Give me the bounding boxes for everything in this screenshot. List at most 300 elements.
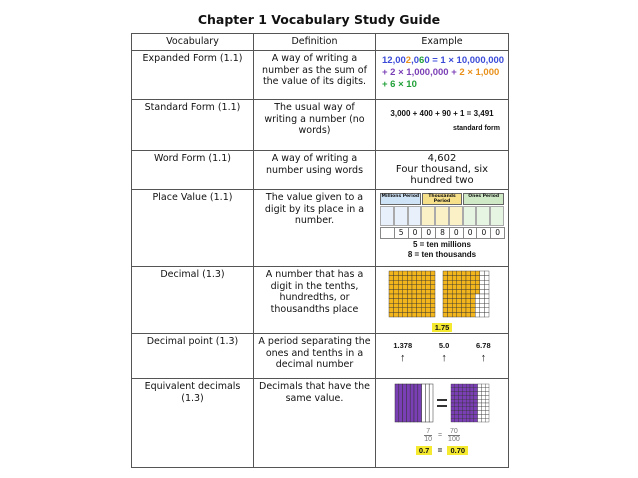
hundredths-cell — [451, 403, 455, 407]
grid-cell — [426, 303, 431, 308]
hundredths-cell — [474, 395, 478, 399]
expanded-form-example: 12,002,060 = 1 × 10,000,000 + 2 × 1,000,000 + 2 × 1,000 + 6 × 10 — [382, 55, 505, 90]
hundredths-cell — [470, 395, 474, 399]
grid-cell — [394, 294, 399, 299]
hundredths-grids — [383, 270, 501, 318]
hundredths-cell — [451, 411, 455, 415]
hundredths-cell — [459, 388, 463, 392]
hundredths-cell — [470, 392, 474, 396]
grid-cell — [443, 276, 448, 281]
grid-cell — [403, 312, 408, 317]
table-row — [132, 379, 509, 468]
hundredths-cell — [481, 407, 485, 411]
grid-cell — [394, 280, 399, 285]
place-value-note-2: 8 = ten thousands — [407, 250, 477, 259]
hundredths-cell — [481, 384, 485, 388]
grid-cell — [398, 289, 403, 294]
grid-cell — [466, 280, 471, 285]
grid-cell — [443, 285, 448, 290]
hundredths-cell — [478, 399, 482, 403]
table-row — [132, 100, 509, 151]
term-cell — [132, 190, 254, 267]
decimal-value: 0.70 — [447, 446, 468, 455]
grid-cell — [480, 276, 485, 281]
grid-cell — [407, 299, 412, 304]
grid-cell — [480, 285, 485, 290]
grid-cell — [457, 289, 462, 294]
grid-cell — [461, 294, 466, 299]
definition-cell — [254, 100, 376, 151]
grid-cell — [389, 308, 394, 313]
grid-cell — [457, 280, 462, 285]
grid-cell — [471, 271, 476, 276]
grid-cell — [475, 276, 480, 281]
grid-cell — [403, 276, 408, 281]
grid-cell — [461, 312, 466, 317]
hundredths-cell — [459, 407, 463, 411]
grid-cell — [457, 276, 462, 281]
grid-cell — [452, 271, 457, 276]
grid-cell — [466, 312, 471, 317]
place-digits — [380, 227, 504, 239]
header-row — [132, 34, 509, 51]
hundredths-cell — [455, 403, 459, 407]
grid-cell — [421, 308, 426, 313]
grid-cell — [426, 294, 431, 299]
hundredths-cell — [451, 399, 455, 403]
hundredths-cell — [462, 392, 466, 396]
grid-cell — [421, 312, 426, 317]
hundredths-cell — [485, 407, 489, 411]
definition: A way of writing a number as the sum of the value of its digits. — [262, 53, 367, 87]
hundredths-cell — [459, 392, 463, 396]
hundredths-cell — [485, 395, 489, 399]
up-arrow-icon: ↑ — [400, 351, 406, 364]
grid-cell — [412, 299, 417, 304]
grid-cell — [421, 294, 426, 299]
place-value-chart — [376, 190, 508, 262]
grid-cell — [389, 294, 394, 299]
grid-cell — [484, 303, 489, 308]
grid-cell — [448, 303, 453, 308]
grid-cell — [417, 285, 422, 290]
grid-cell — [421, 303, 426, 308]
word-form-example — [376, 151, 508, 188]
decimal-point-example — [376, 334, 508, 364]
hundredths-cell — [470, 411, 474, 415]
tenths-cell — [395, 384, 399, 422]
hundredths-cell — [466, 395, 470, 399]
grid-cell — [461, 299, 466, 304]
hundredths-cell — [455, 388, 459, 392]
grid-cell — [475, 289, 480, 294]
digit: 0 — [408, 227, 423, 239]
hundredths-cell — [481, 388, 485, 392]
hundredths-cell — [462, 414, 466, 418]
grid-cell — [389, 312, 394, 317]
equals-sign-bar — [437, 399, 447, 401]
digit: 0 — [490, 227, 505, 239]
grid-cell — [480, 294, 485, 299]
grid-cell — [389, 271, 394, 276]
grid-cell — [484, 276, 489, 281]
digit: 5 — [394, 227, 409, 239]
grid-cell — [452, 308, 457, 313]
grid-cell — [394, 271, 399, 276]
grid-cell — [471, 312, 476, 317]
hundredths-cell — [459, 395, 463, 399]
grid-cell — [466, 303, 471, 308]
grid-cell — [403, 294, 408, 299]
grid-cell — [443, 312, 448, 317]
hundredths-cell — [485, 384, 489, 388]
grid-cell — [475, 303, 480, 308]
grid-cell — [407, 303, 412, 308]
grid-cell — [407, 271, 412, 276]
grid-cell — [394, 285, 399, 290]
hundredths-cell — [485, 411, 489, 415]
grid-cell — [430, 294, 435, 299]
header-vocabulary: Vocabulary — [132, 34, 254, 51]
tenths-cell — [410, 384, 414, 422]
grid-cell — [398, 312, 403, 317]
grid-cell — [471, 289, 476, 294]
definition: A way of writing a number using words — [265, 153, 364, 176]
equivalent-example — [376, 379, 508, 456]
table-row — [132, 334, 509, 379]
word-words: Four thousand, six hundred two — [395, 164, 489, 186]
grid-cell — [471, 299, 476, 304]
decimal-value: 6.78 — [476, 341, 491, 350]
grid-cell — [417, 308, 422, 313]
grid-cell — [448, 312, 453, 317]
grid-cell — [403, 285, 408, 290]
grid-cell — [457, 285, 462, 290]
term: Standard Form (1.1) — [144, 102, 241, 113]
hundredths-cell — [455, 392, 459, 396]
definition: The value given to a digit by its place in a number. — [264, 192, 365, 226]
grid-cell — [403, 280, 408, 285]
decimal-value: 5.0 — [438, 341, 450, 350]
hundredths-cell — [466, 411, 470, 415]
grid-cell — [398, 280, 403, 285]
grid-cell — [471, 303, 476, 308]
grid-cell — [421, 299, 426, 304]
grid-cell — [403, 271, 408, 276]
term: Expanded Form (1.1) — [142, 53, 243, 64]
hundredths-cell — [455, 384, 459, 388]
example-cell — [376, 267, 509, 334]
hundredths-cell — [481, 395, 485, 399]
grid-cell — [407, 285, 412, 290]
hundredths-cell — [470, 407, 474, 411]
hundredths-cell — [470, 399, 474, 403]
up-arrow-icon: ↑ — [480, 351, 487, 364]
grid-cell — [394, 276, 399, 281]
place-columns — [380, 206, 504, 226]
equivalent-grids — [387, 382, 497, 424]
grid-cell — [443, 271, 448, 276]
decimal-value: 1.75 — [432, 323, 453, 332]
grid-cell — [484, 285, 489, 290]
term-cell — [132, 151, 254, 190]
term-cell — [132, 267, 254, 334]
hundredths-cell — [485, 399, 489, 403]
grid-cell — [417, 289, 422, 294]
grid-cell — [412, 303, 417, 308]
definition: Decimals that have the same value. — [259, 381, 370, 404]
decimal-value: 0.7 — [416, 446, 432, 455]
grid-cell — [430, 299, 435, 304]
hundredths-cell — [485, 392, 489, 396]
grid-cell — [412, 271, 417, 276]
tenths-cell — [429, 384, 433, 422]
tenths-cell — [425, 384, 429, 422]
term-cell — [132, 334, 254, 379]
definition: A period separating the ones and tenths in a decimal number — [258, 336, 371, 370]
grid-cell — [461, 280, 466, 285]
grid-cell — [389, 299, 394, 304]
hundredths-cell — [481, 414, 485, 418]
grid-cell — [480, 280, 485, 285]
tenths-cell — [422, 384, 426, 422]
vocabulary-table — [131, 33, 509, 468]
definition-cell — [254, 267, 376, 334]
grid-cell — [394, 299, 399, 304]
grid-cell — [417, 312, 422, 317]
grid-cell — [426, 285, 431, 290]
grid-cell — [457, 308, 462, 313]
grid-cell — [417, 294, 422, 299]
tenths-cell — [414, 384, 418, 422]
hundredths-cell — [474, 411, 478, 415]
grid-cell — [398, 285, 403, 290]
hundredths-cell — [455, 418, 459, 422]
grid-cell — [412, 285, 417, 290]
place-value-note-1: 5 = ten millions — [412, 240, 471, 249]
example-cell — [376, 190, 509, 267]
hundredths-cell — [462, 399, 466, 403]
table-row — [132, 190, 509, 267]
grid-cell — [484, 271, 489, 276]
example-cell — [376, 51, 509, 100]
hundredths-cell — [481, 418, 485, 422]
hundredths-cell — [470, 403, 474, 407]
grid-cell — [398, 276, 403, 281]
hundredths-cell — [459, 414, 463, 418]
hundredths-cell — [474, 418, 478, 422]
word-number: 4,602 — [427, 153, 457, 164]
hundredths-cell — [474, 388, 478, 392]
grid-cell — [480, 303, 485, 308]
page-title: Chapter 1 Vocabulary Study Guide — [197, 12, 441, 27]
grid-cell — [480, 308, 485, 313]
grid-cell — [443, 289, 448, 294]
grid-cell — [466, 308, 471, 313]
hundredths-cell — [470, 388, 474, 392]
hundredths-cell — [481, 411, 485, 415]
grid-cell — [452, 312, 457, 317]
grid-cell — [461, 303, 466, 308]
grid-cell — [466, 294, 471, 299]
grid-cell — [461, 289, 466, 294]
digit: 8 — [435, 227, 450, 239]
grid-cell — [452, 276, 457, 281]
grid-cell — [398, 294, 403, 299]
tenths-cell — [406, 384, 410, 422]
grid-cell — [443, 303, 448, 308]
hundredths-cell — [485, 414, 489, 418]
hundredths-cell — [466, 384, 470, 388]
hundredths-cell — [474, 384, 478, 388]
hundredths-cell — [478, 395, 482, 399]
grid-cell — [426, 280, 431, 285]
grid-cell — [471, 280, 476, 285]
hundredths-cell — [462, 407, 466, 411]
grid-cell — [443, 308, 448, 313]
grid-cell — [452, 280, 457, 285]
grid-cell — [412, 276, 417, 281]
grid-cell — [466, 299, 471, 304]
grid-cell — [475, 271, 480, 276]
grid-cell — [448, 289, 453, 294]
grid-cell — [480, 312, 485, 317]
grid-cell — [430, 271, 435, 276]
grid-cell — [407, 276, 412, 281]
definition-cell — [254, 379, 376, 468]
grid-cell — [389, 289, 394, 294]
term: Word Form (1.1) — [154, 153, 231, 164]
decimal-equality: 0.7 = 0.70 — [376, 445, 508, 457]
grid-cell — [417, 303, 422, 308]
hundredths-cell — [474, 399, 478, 403]
grid-cell — [394, 303, 399, 308]
grid-cell — [412, 280, 417, 285]
term: Decimal (1.3) — [160, 269, 225, 280]
grid-cell — [466, 276, 471, 281]
grid-cell — [407, 280, 412, 285]
hundredths-cell — [478, 418, 482, 422]
grid-cell — [484, 299, 489, 304]
grid-cell — [443, 294, 448, 299]
standard-form-label: standard form — [452, 124, 500, 132]
grid-cell — [426, 289, 431, 294]
hundredths-cell — [481, 399, 485, 403]
grid-cell — [480, 299, 485, 304]
hundredths-cell — [459, 399, 463, 403]
grid-cell — [457, 303, 462, 308]
example-cell — [376, 334, 509, 379]
hundredths-cell — [466, 392, 470, 396]
grid-cell — [430, 280, 435, 285]
grid-cell — [452, 299, 457, 304]
grid-cell — [448, 294, 453, 299]
tenths-cell — [403, 384, 407, 422]
grid-cell — [403, 303, 408, 308]
grid-cell — [421, 285, 426, 290]
hundredths-cell — [462, 395, 466, 399]
definition: The usual way of writing a number (no words) — [264, 102, 365, 136]
hundredths-cell — [451, 418, 455, 422]
grid-cell — [466, 271, 471, 276]
digit: 0 — [449, 227, 464, 239]
grid-cell — [430, 285, 435, 290]
grid-cell — [430, 308, 435, 313]
grid-cell — [394, 312, 399, 317]
grid-cell — [448, 276, 453, 281]
hundredths-cell — [474, 414, 478, 418]
grid-cell — [452, 294, 457, 299]
hundredths-cell — [474, 407, 478, 411]
standard-form-example — [376, 100, 508, 134]
grid-cell — [417, 299, 422, 304]
hundredths-cell — [462, 411, 466, 415]
grid-cell — [484, 312, 489, 317]
grid-cell — [457, 299, 462, 304]
hundredths-cell — [478, 403, 482, 407]
grid-cell — [452, 303, 457, 308]
grid-cell — [484, 308, 489, 313]
grid-cell — [398, 303, 403, 308]
grid-cell — [475, 280, 480, 285]
hundredths-cell — [481, 403, 485, 407]
tenths-cell — [399, 384, 403, 422]
grid-cell — [471, 294, 476, 299]
grid-cell — [426, 299, 431, 304]
hundredths-cell — [466, 388, 470, 392]
grid-cell — [448, 299, 453, 304]
grid-cell — [457, 271, 462, 276]
hundredths-cell — [459, 403, 463, 407]
hundredths-cell — [451, 414, 455, 418]
grid-cell — [430, 303, 435, 308]
grid-cell — [475, 294, 480, 299]
hundredths-cell — [451, 392, 455, 396]
grid-cell — [421, 280, 426, 285]
grid-cell — [389, 276, 394, 281]
grid-cell — [484, 294, 489, 299]
decimal-example — [376, 267, 508, 333]
grid-cell — [403, 289, 408, 294]
grid-cell — [412, 294, 417, 299]
grid-cell — [417, 276, 422, 281]
hundredths-cell — [485, 403, 489, 407]
hundredths-cell — [455, 414, 459, 418]
digit: 0 — [463, 227, 478, 239]
period-millions: Millions Period — [380, 193, 421, 205]
hundredths-cell — [478, 388, 482, 392]
term: Place Value (1.1) — [152, 192, 233, 203]
grid-cell — [426, 276, 431, 281]
header-definition: Definition — [254, 34, 376, 51]
grid-cell — [484, 280, 489, 285]
standard-expression: 3,000 + 400 + 90 + 1 = 3,491 — [390, 109, 494, 118]
grid-cell — [471, 285, 476, 290]
definition: A number that has a digit in the tenths, hundredths, or thousandths place — [265, 269, 364, 315]
hundredths-cell — [462, 418, 466, 422]
term: Equivalent decimals (1.3) — [144, 381, 241, 404]
digit: 0 — [476, 227, 491, 239]
grid-cell — [407, 312, 412, 317]
grid-cell — [407, 289, 412, 294]
hundredths-cell — [462, 384, 466, 388]
grid-cell — [475, 285, 480, 290]
grid-cell — [461, 276, 466, 281]
hundredths-cell — [466, 403, 470, 407]
grid-cell — [475, 308, 480, 313]
hundredths-cell — [474, 392, 478, 396]
grid-cell — [457, 312, 462, 317]
